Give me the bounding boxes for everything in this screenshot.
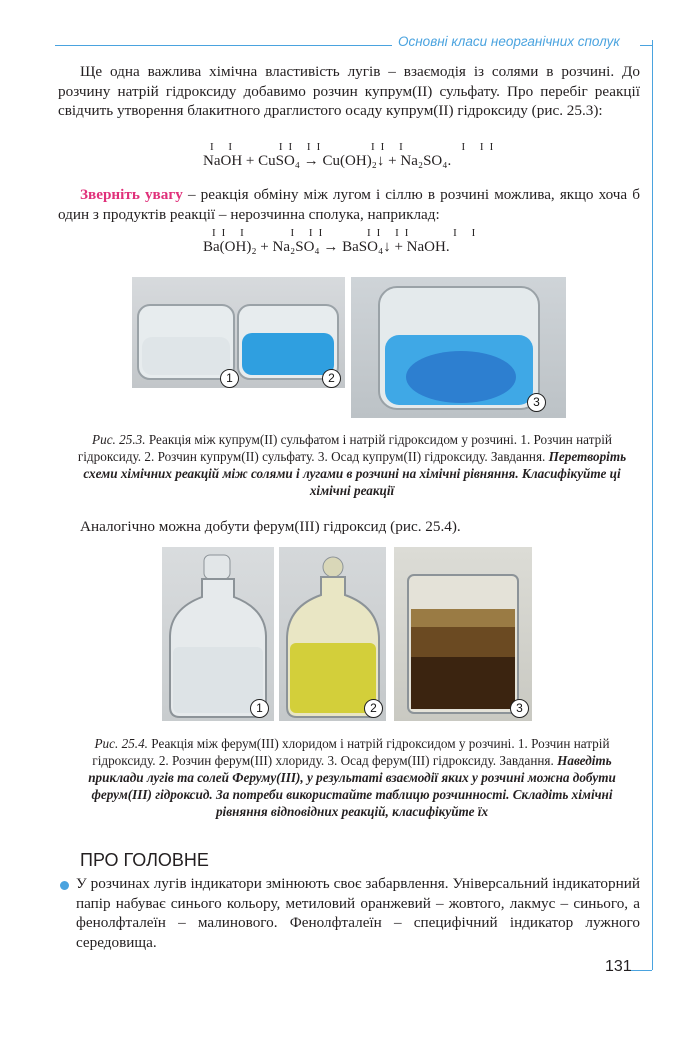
page-number-rule bbox=[630, 970, 652, 971]
badge-3: 3 bbox=[510, 699, 529, 718]
bottle-clear-illustration bbox=[162, 547, 274, 721]
running-header: Основні класи неорганічних сполук bbox=[398, 34, 620, 49]
margin-rule-top bbox=[640, 45, 652, 46]
bullet-icon bbox=[60, 881, 69, 890]
badge-2: 2 bbox=[322, 369, 341, 388]
equation-2: Ba(OH)₂ + Na₂SO₄ → BaSO₄↓ + NaOH. bbox=[203, 239, 450, 255]
photo-fe-hydroxide bbox=[394, 547, 532, 721]
note-accent: Зверніть увагу bbox=[80, 186, 183, 203]
summary-paragraph: У розчинах лугів індикатори змінюють своє забарвлення. Універсальний індикаторний папір набуває синього кольору, метиловий оранжевий – жовтого, лакмус – синього, а фенолфталеїн – малинового. Фенолфталеїн – специфічний індикатор лужного середовища. bbox=[76, 875, 640, 951]
equation-1: NaOH + CuSO₄ → Cu(OH)₂↓ + Na₂SO₄. bbox=[203, 153, 452, 169]
photo-naoh-cuso4 bbox=[132, 277, 345, 388]
margin-rule bbox=[652, 40, 653, 970]
page-number: 131 bbox=[605, 958, 632, 975]
figure-caption-25-4: Рис. 25.4. Реакція між ферум(III) хлоридом і натрій гідроксидом у розчині. 1. Розчин натрій гідроксиду. 2. Розчин ферум(III) хлориду. 3. Осад ферум(III) гідроксиду. Завдання. Наведіть приклади лугів та солей Феруму(III), у результаті взаємодії яких у розчині можна добути ферум(III) гідроксид. За потреби використайте таблицю розчинності. Складіть хімічні рівняння відповідних реакцій, класифікуйте їх bbox=[88, 736, 616, 819]
paragraph-note: Зверніть увагу – реакція обміну між лугом і сіллю в розчині можлива, якщо хоча б один з продуктів реакції – нерозчинна сполука, наприклад: bbox=[58, 186, 640, 223]
badge-1: 1 bbox=[220, 369, 239, 388]
photo-naoh-bottle bbox=[162, 547, 274, 721]
photo-fecl3-bottle bbox=[279, 547, 386, 721]
header-rule bbox=[55, 45, 392, 46]
section-title: ПРО ГОЛОВНЕ bbox=[80, 850, 209, 870]
figure-caption-25-3: Рис. 25.3. Реакція між купрум(II) сульфатом і натрій гідроксидом у розчині. 1. Розчин натрій гідроксиду. 2. Розчин купрум(II) сульфату. 3. Осад купрум(II) гідроксиду. Завдання. Перетворіть схеми хімічних реакцій між солями і лугами в розчині на хімічні рівняння. Класифікуйте ці хімічні реакції bbox=[77, 432, 627, 498]
badge-3: 3 bbox=[527, 393, 546, 412]
badge-1: 1 bbox=[250, 699, 269, 718]
beaker-brown-illustration bbox=[394, 547, 532, 721]
beakers-illustration bbox=[132, 277, 345, 388]
paragraph-alkali-salt: Ще одна важлива хімічна властивість лугів – взаємодія із солями в розчині. До розчину натрій гідроксиду добавимо розчин купрум(II) сульфату. Про перебіг реакції свідчить утворення блакитного драглистого осаду купрум(II) гідроксиду (рис. 25.3): bbox=[58, 63, 640, 119]
paragraph-iron: Аналогічно можна добути ферум(III) гідроксид (рис. 25.4). bbox=[80, 518, 461, 535]
valence-row-2: II I I II II II I I bbox=[212, 227, 482, 239]
bottle-yellow-illustration bbox=[279, 547, 386, 721]
badge-2: 2 bbox=[364, 699, 383, 718]
photo-cu-hydroxide bbox=[351, 277, 566, 418]
valence-row-1: I I II II II I I II bbox=[210, 141, 500, 153]
